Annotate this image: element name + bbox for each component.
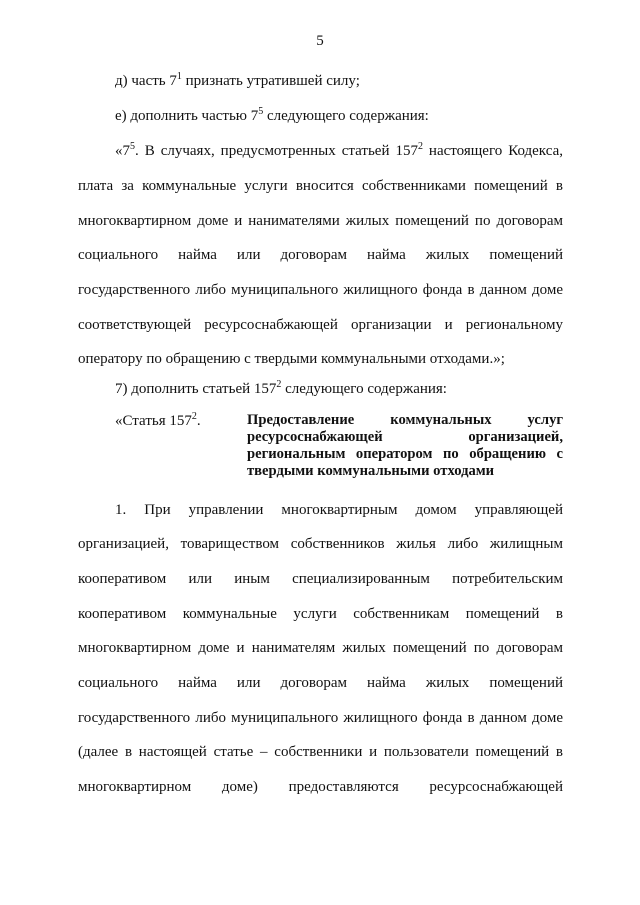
text-line [78, 605, 563, 623]
superscript: 2 [276, 379, 282, 390]
text-line [78, 316, 563, 334]
text-span: (далее в настоящей статье – собственники и пользователи помещений в [78, 744, 563, 760]
article-title-line: ресурсоснабжающей организацией, [247, 429, 563, 445]
superscript: 5 [258, 106, 264, 117]
text-span: кооперативом или иным специализированным потребительским [78, 571, 563, 587]
text-line [115, 142, 563, 160]
text-line [115, 501, 563, 519]
text-line [78, 535, 563, 553]
article-label-sup: 2 [191, 411, 197, 422]
text-line [78, 709, 563, 727]
text-span: кооперативом коммунальные услуги собственникам помещений в [78, 606, 563, 622]
text-span: следующего содержания: [281, 381, 447, 397]
superscript: 2 [417, 141, 423, 152]
text-line [78, 246, 563, 264]
text-span: д) часть 7 [115, 73, 177, 89]
text-span: е) дополнить частью 7 [115, 108, 259, 124]
text-span: соответствующей ресурсоснабжающей организации и региональному [78, 317, 563, 333]
text-span: признать утратившей силу; [181, 73, 360, 89]
text-line [115, 107, 563, 125]
text-span: настоящего Кодекса, [422, 143, 563, 159]
text-span: 7) дополнить статьей 157 [115, 381, 277, 397]
text-line [78, 570, 563, 588]
text-span: . В случаях, предусмотренных статьей 157 [135, 143, 418, 159]
article-title-line: региональным оператором по обращению с [247, 446, 563, 462]
text-span: плата за коммунальные услуги вносится собственниками помещений в [78, 178, 563, 194]
text-span: многоквартирном доме) предоставляются ресурсоснабжающей [78, 779, 563, 795]
superscript: 5 [130, 141, 135, 152]
text-span: 1. При управлении многоквартирным домом управляющей [115, 502, 563, 518]
text-span: оператору по обращению с твердыми коммунальными отходами.»; [78, 351, 505, 367]
article-title-line: Предоставление коммунальных услуг [247, 412, 563, 428]
text-span: многоквартирном доме и нанимателям жилых помещений по договорам [78, 640, 563, 656]
text-line [78, 281, 563, 299]
text-line [78, 639, 563, 657]
article-label-text: «Статья 157 [115, 413, 192, 429]
text-span: государственного либо муниципального жилищного фонда в данном доме [78, 710, 563, 726]
text-line [78, 350, 563, 368]
text-line [78, 743, 563, 761]
article-title-line: твердыми коммунальными отходами [247, 463, 495, 479]
text-line [115, 72, 563, 90]
article-label-tail: . [196, 413, 201, 429]
article-label [115, 412, 201, 430]
text-line [78, 177, 563, 195]
superscript: 1 [176, 71, 182, 82]
text-span: социального найма или договорам найма жилых помещений [78, 675, 563, 691]
text-span: многоквартирном доме и нанимателями жилых помещений по договорам [78, 213, 563, 229]
text-span: социального найма или договорам найма жилых помещений [78, 247, 563, 263]
text-span: государственного либо муниципального жилищного фонда в данном доме [78, 282, 563, 298]
text-line [78, 674, 563, 692]
text-line [78, 212, 563, 230]
text-span: организацией, товариществом собственников жилья либо жилищным [78, 536, 563, 552]
text-line [78, 778, 563, 796]
page-number: 5 [316, 33, 324, 49]
text-span: следующего содержания: [263, 108, 429, 124]
text-line [115, 380, 563, 398]
text-span: «7 [115, 143, 130, 159]
